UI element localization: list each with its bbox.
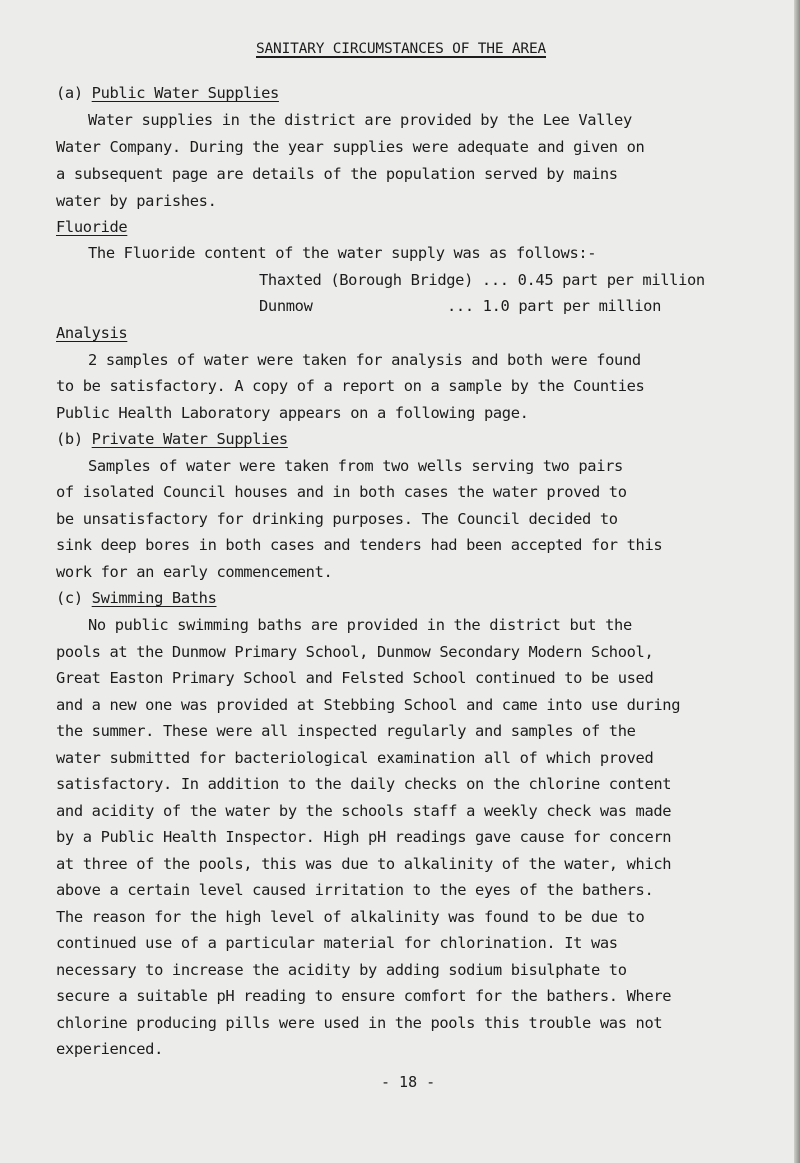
section-c-line-16: chlorine producing pills were used in the pools this trouble was not — [56, 1014, 663, 1032]
section-c-line-14: necessary to increase the acidity by adding sodium bisulphate to — [56, 961, 627, 979]
section-c-line-5: the summer. These were all inspected regularly and samples of the — [56, 722, 636, 740]
section-b-line-3: be unsatisfactory for drinking purposes. The Council decided to — [56, 510, 618, 528]
section-a-line-4: water by parishes. — [56, 192, 217, 210]
section-c-line-11: above a certain level caused irritation to the eyes of the bathers. — [56, 881, 654, 899]
fluoride-place: Thaxted (Borough Bridge) — [259, 271, 473, 289]
section-c-heading: Swimming Baths — [91, 589, 217, 607]
section-b-heading-row — [56, 429, 288, 449]
section-a-line-1: Water supplies in the district are provided by the Lee Valley — [88, 111, 632, 129]
section-b-line-1: Samples of water were taken from two wells serving two pairs — [88, 457, 623, 475]
section-c-line-9: by a Public Health Inspector. High pH readings gave cause for concern — [56, 828, 672, 846]
section-c-line-17: experienced. — [56, 1040, 163, 1058]
section-c-line-4: and a new one was provided at Stebbing School and came into use during — [56, 696, 681, 714]
section-b-line-5: work for an early commencement. — [56, 563, 333, 581]
section-a-line-3: a subsequent page are details of the population served by mains — [56, 165, 618, 183]
fluoride-value: 1.0 part per million — [482, 297, 661, 315]
section-b-heading: Private Water Supplies — [91, 430, 288, 448]
fluoride-intro: The Fluoride content of the water supply was as follows:- — [88, 244, 597, 262]
section-c-line-1: No public swimming baths are provided in the district but the — [88, 616, 632, 634]
section-a-line-2: Water Company. During the year supplies were adequate and given on — [56, 138, 645, 156]
section-a-heading-row — [56, 83, 279, 103]
page-edge-shadow — [794, 0, 800, 1163]
section-c-heading-row — [56, 588, 217, 608]
fluoride-value: 0.45 part per million — [517, 271, 705, 289]
section-c-line-2: pools at the Dunmow Primary School, Dunmow Secondary Modern School, — [56, 643, 654, 661]
section-b-line-2: of isolated Council houses and in both cases the water proved to — [56, 483, 627, 501]
section-c-line-8: and acidity of the water by the schools staff a weekly check was made — [56, 802, 672, 820]
analysis-line-3: Public Health Laboratory appears on a following page. — [56, 404, 529, 422]
page-number: - 18 - — [381, 1073, 436, 1091]
section-c-line-7: satisfactory. In addition to the daily checks on the chlorine content — [56, 775, 672, 793]
fluoride-row-dunmow — [259, 296, 661, 316]
section-a-marker: (a) — [56, 84, 83, 102]
section-b-line-4: sink deep bores in both cases and tenders had been accepted for this — [56, 536, 663, 554]
section-c-marker: (c) — [56, 589, 83, 607]
fluoride-dots: ... — [481, 271, 509, 289]
fluoride-row-thaxted — [259, 270, 705, 290]
section-c-line-15: secure a suitable pH reading to ensure comfort for the bathers. Where — [56, 987, 672, 1005]
section-c-line-10: at three of the pools, this was due to alkalinity of the water, which — [56, 855, 672, 873]
section-a-heading: Public Water Supplies — [91, 84, 279, 102]
fluoride-heading: Fluoride — [56, 218, 128, 236]
section-c-line-3: Great Easton Primary School and Felsted School continued to be used — [56, 669, 654, 687]
section-c-line-13: continued use of a particular material for chlorination. It was — [56, 934, 618, 952]
analysis-line-2: to be satisfactory. A copy of a report on a sample by the Counties — [56, 377, 645, 395]
section-c-line-6: water submitted for bacteriological examination all of which proved — [56, 749, 654, 767]
fluoride-dots: ... — [447, 297, 474, 315]
section-c-line-12: The reason for the high level of alkalinity was found to be due to — [56, 908, 645, 926]
fluoride-place: Dunmow — [259, 297, 313, 315]
analysis-heading: Analysis — [56, 324, 128, 342]
page-title: SANITARY CIRCUMSTANCES OF THE AREA — [256, 41, 547, 57]
section-b-marker: (b) — [56, 430, 83, 448]
analysis-line-1: 2 samples of water were taken for analysis and both were found — [88, 351, 641, 369]
